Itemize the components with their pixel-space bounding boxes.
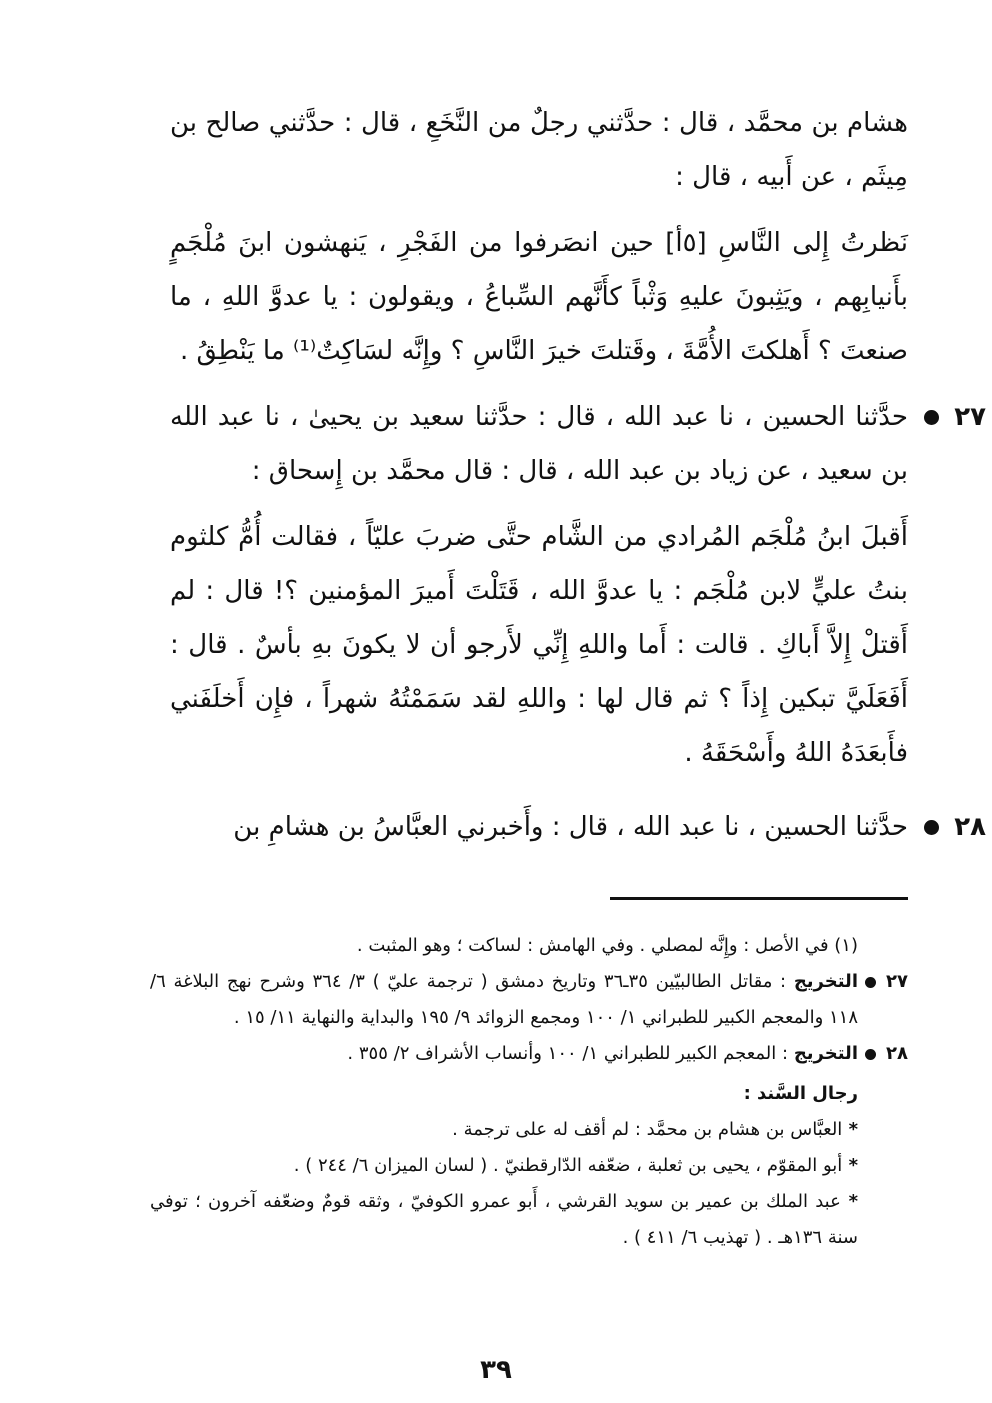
footnote-divider xyxy=(610,897,908,900)
bullet-icon xyxy=(865,1049,876,1060)
paragraph-narration: نَظرتُ إِلى النَّاسِ [٥أ] حين انصَرفوا من الفَجْرِ ، يَنهشون ابنَ مُلْجَمٍ بأَنيابِهم ، ويَثِبونَ عليهِ وَثْباً كأَنَّهم السِّباعُ ، ويقولون : يا عدوَّ اللهِ ، ما صنعتَ ؟ أَهلكتَ الأُمَّةَ ، وقَتلتَ خيرَ النَّاسِ ؟ وإِنَّه لسَاكِتٌ⁽¹⁾ ما يَنْطِقُ . xyxy=(170,228,908,366)
note-28 xyxy=(150,1036,908,1072)
hadith-entry-27 xyxy=(170,390,986,780)
note-text: : المعجم الكبير للطبراني ١/ ١٠٠ وأنساب الأشراف ٢/ ٣٥٥ . xyxy=(347,1043,789,1064)
footnotes xyxy=(150,928,908,1256)
page-number: ٣٩ xyxy=(480,1355,512,1385)
entry-number: ٢٨ xyxy=(924,800,986,854)
bullet-icon xyxy=(924,410,939,425)
rijal-item: * أبو المقوّم ، يحيى بن ثعلبة ، ضعّفه الدّارقطنيّ . ( لسان الميزان ٦/ ٢٤٤ ) . xyxy=(293,1155,858,1176)
rijal-heading: رجال السَّند : xyxy=(743,1083,858,1104)
rijal-item: * عبد الملك بن عمير بن سويد القرشي ، أَبو عمرو الكوفيّ ، وثقه قومٌ وضعّفه آخرون ؛ توفي سنة ١٣٦هـ . ( تهذيب ٦/ ٤١١ ) . xyxy=(150,1191,858,1248)
entry-isnad: حدَّثنا الحسين ، نا عبد الله ، قال : حدَّثنا سعيد بن يحيىٰ ، نا عبد الله بن سعيد ، عن زياد بن عبد الله ، قال : قال محمَّد بن إِسحاق : xyxy=(170,402,908,486)
asterisk-icon: * xyxy=(840,1191,858,1212)
bullet-icon xyxy=(924,820,939,835)
note-27 xyxy=(150,964,908,1036)
note-number: ٢٧ xyxy=(865,964,908,1000)
rijal-item: * العبَّاس بن هشام بن محمَّد : لم أقف له على ترجمة . xyxy=(452,1119,858,1140)
entry-number: ٢٧ xyxy=(924,390,986,444)
note-text: : مقاتل الطالبيّين ٣٥ـ٣٦ وتاريخ دمشق ( ترجمة عليّ ) ٣/ ٣٦٤ وشرح نهج البلاغة ٦/ ١١٨ والمعجم الكبير للطبراني ١/ ١٠٠ ومجمع الزوائد ٩/ ١٩٥ والبداية والنهاية ١١/ ١٥ . xyxy=(150,971,858,1028)
asterisk-icon: * xyxy=(842,1119,858,1140)
note-label: التخريج xyxy=(793,971,858,992)
bullet-icon xyxy=(865,977,876,988)
note-number: ٢٨ xyxy=(865,1036,908,1072)
entry-text: أَقبلَ ابنُ مُلْجَم المُرادي من الشَّام حتَّى ضربَ عليّاً ، فقالت أُمُّ كلثوم بنتُ عليٍّ لابن مُلْجَم : يا عدوَّ الله ، قَتَلْتَ أَميرَ المؤمنين ؟! قال : لم أَقتلْ إِلاَّ أَباكِ . قالت : أَما واللهِ إِنِّي لأَرجو أن لا يكونَ بهِ بأسٌ . قال : أَفَعَلَيَّ تبكين إِذاً ؟ ثم قال لها : واللهِ لقد سَمَمْتُهُ شهراً ، فإِن أَخلَفَني فأَبعَدَهُ اللهُ وأَسْحَقَهُ . xyxy=(170,522,908,768)
hadith-entry-28 xyxy=(170,800,986,854)
entry-isnad: حدَّثنا الحسين ، نا عبد الله ، قال : وأَخبرني العبَّاسُ بن هشامِ بن xyxy=(233,812,908,842)
main-text xyxy=(170,96,986,854)
note-label: التخريج xyxy=(793,1043,858,1064)
footnote-1: (١) في الأصل : وإِنَّه لمصلي . وفي الهامش : لساكت ؛ وهو المثبت . xyxy=(356,935,858,956)
paragraph-isnad-intro: هشام بن محمَّد ، قال : حدَّثني رجلٌ من النَّخَعِ ، قال : حدَّثني صالح بن مِيثَم ، عن أَبيه ، قال : xyxy=(170,108,908,192)
asterisk-icon: * xyxy=(842,1155,858,1176)
